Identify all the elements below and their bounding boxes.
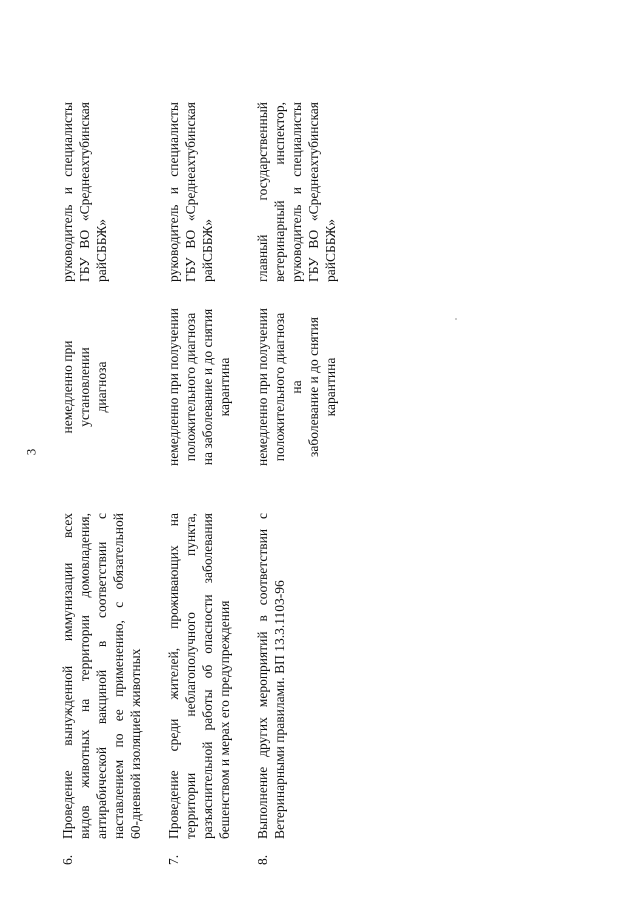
page-number: 3 <box>23 448 39 456</box>
deadline-line: на заболевание и до снятия <box>200 308 215 466</box>
responsible-line: руководитель и специалисты <box>60 102 75 282</box>
responsible-line: ГБУ ВО «Среднеахтубинская <box>77 102 92 282</box>
deadline-line: заболевание и до снятия <box>306 317 321 457</box>
action-line: антирабической вакциной в соответствии с <box>94 513 109 839</box>
action-line: Выполнение других мероприятий в соответствии с <box>255 513 270 839</box>
measures-table <box>55 40 355 870</box>
deadline-line: положительного диагноза <box>183 312 198 462</box>
action-line: наставлением по ее применению, с обязательной <box>111 513 126 839</box>
action-line: видов животных на территории домовладения, <box>77 513 92 839</box>
deadline-line: немедленно при получении <box>255 307 270 467</box>
responsible-line: ГБУ ВО «Среднеахтубинская <box>306 102 321 282</box>
scan-speck <box>455 318 457 320</box>
action-line: территории неблагополучного пункта, <box>183 513 198 839</box>
responsible-line: райСББЖ» <box>323 219 338 282</box>
action-cell <box>165 513 233 839</box>
row-number: 7. <box>166 854 181 865</box>
responsible-line: райСББЖ» <box>94 219 109 282</box>
responsible-line: ветеринарный инспектор, <box>272 102 287 282</box>
deadline-cell <box>59 307 110 467</box>
responsible-line: главный государственный <box>255 102 270 282</box>
deadline-line: немедленно при установлении <box>60 340 92 434</box>
action-line: бешенством и мерах его предупреждения <box>217 600 232 839</box>
action-cell <box>59 513 144 839</box>
action-cell <box>254 513 288 839</box>
deadline-cell <box>165 307 233 467</box>
deadline-line: положительного диагноза на <box>272 312 304 462</box>
responsible-cell <box>59 102 110 282</box>
deadline-line: немедленно при получении <box>166 307 181 467</box>
deadline-line: карантина <box>323 357 338 417</box>
action-line: Ветеринарными правилами. ВП 13.3.1103-96 <box>272 580 287 839</box>
responsible-cell <box>165 102 216 282</box>
responsible-line: руководитель и специалисты <box>289 102 304 282</box>
deadline-line: диагноза <box>94 361 109 413</box>
row-number: 8. <box>255 854 270 865</box>
responsible-line: райСББЖ» <box>200 219 215 282</box>
action-line: 60-дневной изоляцией животных <box>128 648 143 839</box>
responsible-line: руководитель и специалисты <box>166 102 181 282</box>
action-line: Проведение вынужденной иммунизации всех <box>60 513 75 839</box>
action-line: разъяснительной работы об опасности заболевания <box>200 513 215 839</box>
deadline-line: карантина <box>217 357 232 417</box>
row-number: 6. <box>60 854 75 865</box>
responsible-cell <box>254 102 339 282</box>
action-line: Проведение среди жителей, проживающих на <box>166 513 181 839</box>
responsible-line: ГБУ ВО «Среднеахтубинская <box>183 102 198 282</box>
deadline-cell <box>254 307 339 467</box>
